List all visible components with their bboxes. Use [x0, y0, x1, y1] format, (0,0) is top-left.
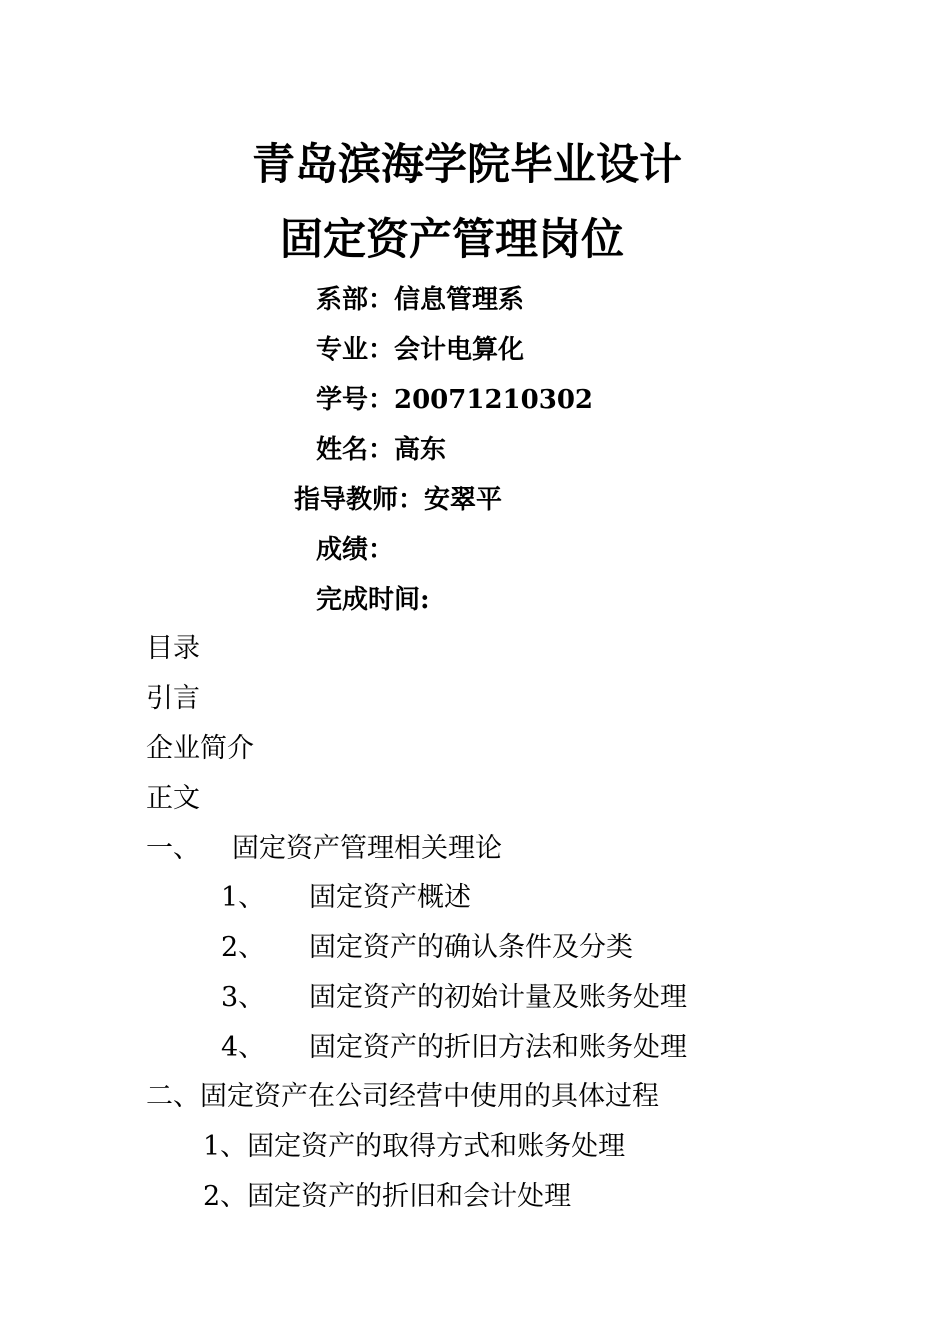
- toc-section-2: 二、固定资产在公司经营中使用的具体过程: [146, 1081, 659, 1112]
- student-id-field: 学号：20071210302: [316, 385, 593, 415]
- completion-time-field: 完成时间:: [316, 585, 430, 615]
- toc-subitem: [221, 981, 687, 1015]
- toc-subitem: 1、固定资产的取得方式和账务处理: [203, 1131, 626, 1162]
- toc-subitem: [221, 931, 633, 965]
- toc-subitem: [221, 881, 471, 915]
- toc-item-intro: 引言: [146, 683, 200, 714]
- toc-subitem-title: 固定资产概述: [309, 882, 471, 913]
- document-title: 青岛滨海学院毕业设计: [252, 140, 682, 190]
- toc-item-company: 企业简介: [146, 733, 254, 764]
- toc-section-title: 固定资产管理相关理论: [232, 833, 502, 864]
- advisor-field: 指导教师：安翠平: [294, 485, 503, 515]
- toc-item-body: 正文: [146, 783, 200, 814]
- department-field: 系部：信息管理系: [316, 285, 525, 315]
- toc-subitem-number: 3、: [221, 982, 266, 1013]
- toc-section-number: 一、: [146, 833, 200, 864]
- toc-subitem-number: 2、: [221, 932, 266, 963]
- major-field: 专业：会计电算化: [316, 335, 525, 365]
- name-field: 姓名：高东: [316, 435, 447, 465]
- toc-subitem-title: 固定资产的初始计量及账务处理: [309, 982, 687, 1013]
- toc-subitem: [221, 1031, 687, 1065]
- document-subtitle: 固定资产管理岗位: [280, 215, 624, 265]
- toc-subitem-number: 4、: [221, 1032, 266, 1063]
- toc-subitem-number: 1、: [221, 882, 266, 913]
- toc-section-1: [146, 832, 502, 866]
- grade-field: 成绩：: [316, 535, 395, 565]
- toc-subitem-title: 固定资产的折旧方法和账务处理: [309, 1032, 687, 1063]
- toc-subitem-title: 固定资产的确认条件及分类: [309, 932, 633, 963]
- toc-heading: 目录: [146, 633, 200, 664]
- toc-subitem: 2、固定资产的折旧和会计处理: [203, 1181, 572, 1212]
